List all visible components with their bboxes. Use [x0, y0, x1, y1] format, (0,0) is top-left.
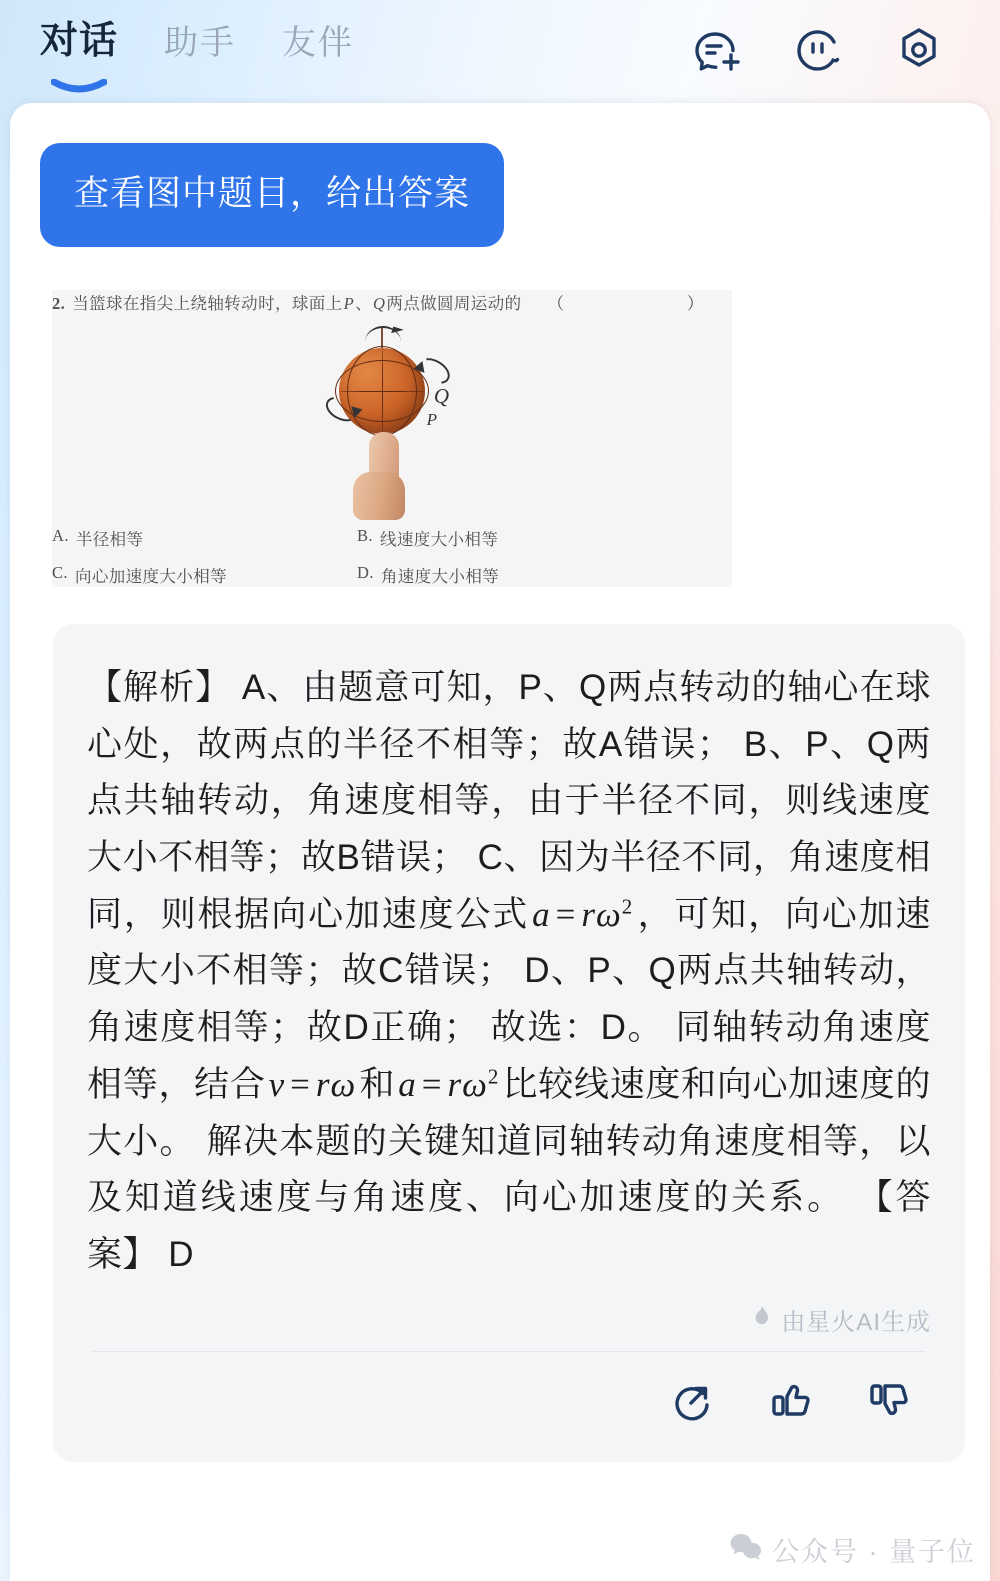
tab-bar — [40, 22, 354, 78]
answer-text-segment: 【解析】 A、由题意可知，P、Q两点转动的轴心在球心处，故两点的半径不相等；故A错误； B、P、Q两点共轴转动，角速度相等，由于半径不同，则线速度大小不相等；故B错误； C、因为半径不同，角速度相同，则根据向心加速度公式 — [87, 668, 931, 934]
answer-text-segment: 和 — [359, 1064, 396, 1104]
active-tab-underline-icon — [51, 62, 107, 76]
option-row-ab — [52, 526, 732, 550]
user-message-bubble[interactable]: 查看图中题目，给出答案 — [40, 143, 504, 247]
inline-formula: $a = r\omega^2$ — [532, 894, 634, 934]
basketball-illustration — [317, 320, 467, 516]
chat-scroll-area[interactable] — [10, 103, 990, 1581]
problem-text-part-2: 两点做圆周运动的 — [386, 294, 522, 313]
problem-options — [52, 526, 732, 587]
option-a-key: A. — [52, 526, 69, 545]
option-c — [52, 563, 357, 587]
tab-companion[interactable] — [282, 26, 354, 78]
new-chat-icon[interactable] — [692, 23, 746, 77]
finger-icon — [369, 432, 399, 516]
app-header — [0, 0, 1000, 100]
option-a — [52, 526, 357, 550]
tab-companion-label: 友伴 — [282, 24, 355, 62]
problem-number: 2. — [52, 294, 66, 313]
settings-hex-icon[interactable] — [892, 23, 946, 77]
attached-problem-image[interactable] — [52, 290, 732, 587]
voice-call-icon[interactable] — [792, 23, 846, 77]
inline-formula: $a = r\omega^2$ — [398, 1064, 500, 1104]
assistant-answer-card — [53, 624, 965, 1462]
thumbs-down-icon[interactable] — [863, 1374, 915, 1426]
thumbs-up-icon[interactable] — [765, 1374, 817, 1426]
problem-answer-blank: （ ） — [547, 294, 734, 313]
generated-by-label: 由星火AI生成 — [781, 1308, 931, 1336]
option-b — [357, 526, 498, 550]
basketball-icon — [339, 348, 425, 434]
option-d-key: D. — [357, 563, 374, 582]
watermark-label: 公众号 · 量子位 — [772, 1537, 976, 1567]
chat-panel — [10, 103, 990, 1581]
rotation-axis-top-icon — [365, 326, 401, 342]
tab-assistant[interactable] — [164, 26, 236, 78]
option-d — [357, 563, 499, 587]
regenerate-share-icon[interactable] — [667, 1374, 719, 1426]
tab-dialogue[interactable] — [40, 22, 118, 78]
tab-dialogue-label: 对话 — [40, 20, 119, 62]
watermark — [730, 1530, 976, 1569]
wechat-icon — [730, 1532, 762, 1567]
user-message-row — [40, 143, 956, 247]
answer-text-segment: 比较线速度和向心加速度的大小。 解决本题的关键知道同轴转动角速度相等，以及知道线速度与角速度、向心加速度的关系。 【答案】 D — [87, 1064, 931, 1274]
answer-action-bar — [87, 1352, 931, 1436]
problem-separator: 、 — [355, 294, 372, 313]
problem-text-part-1: 当篮球在指尖上绕轴转动时，球面上 — [72, 294, 343, 313]
option-row-cd — [52, 563, 732, 587]
problem-point-p: P — [343, 294, 355, 313]
option-a-text: 半径相等 — [75, 530, 144, 549]
header-icon-group — [692, 23, 964, 77]
inline-formula: v = rω — [268, 1064, 357, 1104]
assistant-answer-text — [87, 660, 931, 1284]
problem-point-q: Q — [372, 294, 386, 313]
tab-assistant-label: 助手 — [164, 24, 237, 62]
option-c-key: C. — [52, 563, 68, 582]
figure-label-p: P — [426, 410, 437, 429]
option-c-text: 向心加速度大小相等 — [74, 567, 228, 586]
option-b-key: B. — [357, 526, 373, 545]
option-d-text: 角速度大小相等 — [380, 567, 500, 586]
flame-icon — [749, 1304, 773, 1335]
problem-question-line — [52, 290, 732, 314]
figure-label-q: Q — [433, 384, 449, 408]
generated-by-badge — [87, 1302, 931, 1337]
option-b-text: 线速度大小相等 — [379, 530, 499, 549]
answer-text-segment: ，可知，向心加速度大小不相等；故C错误； D、P、Q两点共轴转动，角速度相等；故D正确； 故选：D。 同轴转动角速度相等，结合 — [87, 894, 931, 1104]
basketball-figure — [52, 320, 732, 516]
